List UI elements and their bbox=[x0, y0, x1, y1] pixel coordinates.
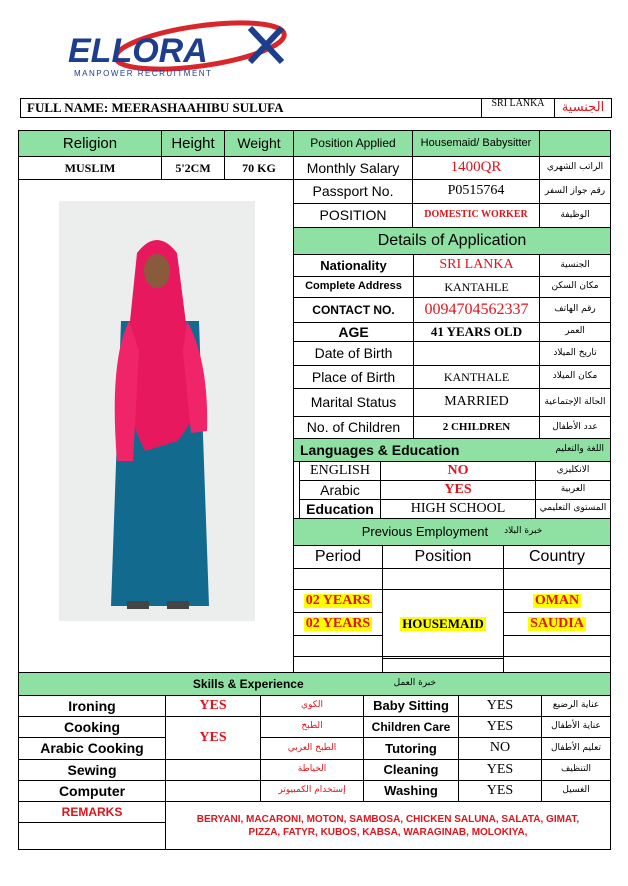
candidate-figure-icon bbox=[59, 201, 255, 621]
detail-ar-pob: مكان الميلاد bbox=[539, 365, 611, 389]
lang-ar-arabic: العربية bbox=[535, 480, 611, 500]
detail-label-address: Complete Address bbox=[293, 276, 414, 298]
passport-ar: رقم جواز السفر bbox=[539, 179, 611, 204]
skill-ar-tutoring: تعليم الأطفال bbox=[541, 737, 611, 760]
skill-value-children-care: YES bbox=[458, 716, 542, 738]
skill-ar-ironing: الكوي bbox=[260, 695, 364, 717]
ellora-logo bbox=[60, 18, 300, 88]
religion-value: MUSLIM bbox=[18, 156, 162, 180]
detail-value-children: 2 CHILDREN bbox=[413, 416, 540, 439]
detail-ar-dob: تاريخ الميلاد bbox=[539, 341, 611, 366]
lang-value-education: HIGH SCHOOL bbox=[380, 499, 536, 519]
prev-period-cell bbox=[293, 612, 383, 636]
skill-value-cooking: YES bbox=[165, 716, 261, 760]
position-applied-label: Position Applied bbox=[293, 130, 413, 157]
detail-ar-contact: رقم الهاتف bbox=[539, 297, 611, 323]
skill-ar-computer: إستخدام الكمبيوتر bbox=[260, 780, 364, 802]
skills-title-bar bbox=[18, 672, 611, 696]
salary-value: 1400QR bbox=[412, 156, 540, 180]
prev-header-period: Period bbox=[293, 545, 383, 569]
detail-ar-address: مكان السكن bbox=[539, 276, 611, 298]
skill-label-washing: Washing bbox=[363, 780, 459, 802]
prev-country-1: OMAN bbox=[534, 592, 580, 608]
lang-value-arabic: YES bbox=[380, 480, 536, 500]
skill-value-baby-sitting: YES bbox=[458, 695, 542, 717]
skills-title-ar: خبرة العمل bbox=[393, 678, 437, 689]
skill-label-children-care: Children Care bbox=[363, 716, 459, 738]
prev-employment-title: Previous Employment bbox=[361, 524, 489, 540]
detail-label-pob: Place of Birth bbox=[293, 365, 414, 389]
prev-employment-title-bar bbox=[293, 518, 611, 546]
photo-frame bbox=[18, 179, 294, 673]
prev-position-cell bbox=[382, 589, 504, 659]
skill-label-cleaning: Cleaning bbox=[363, 759, 459, 781]
passport-value: P0515764 bbox=[412, 179, 540, 204]
skill-ar-sewing: الخياطة bbox=[260, 759, 364, 781]
country-header: SRI LANKA bbox=[481, 98, 555, 118]
skill-label-arabic-cooking: Arabic Cooking bbox=[18, 737, 166, 760]
skill-value-ironing: YES bbox=[165, 695, 261, 717]
skill-ar-arabic-cooking: الطبخ العربي bbox=[260, 737, 364, 760]
prev-empty-cell bbox=[503, 635, 611, 657]
detail-label-children: No. of Children bbox=[293, 416, 414, 439]
skill-ar-washing: الغسيل bbox=[541, 780, 611, 802]
prev-employment-title-ar: خبرة البلاد bbox=[504, 526, 543, 537]
detail-label-nationality: Nationality bbox=[293, 254, 414, 277]
languages-title-ar: اللغة والتعليم bbox=[555, 444, 604, 455]
detail-ar-age: العمر bbox=[539, 322, 611, 342]
skill-label-baby-sitting: Baby Sitting bbox=[363, 695, 459, 717]
skill-value-cleaning: YES bbox=[458, 759, 542, 781]
prev-header-position: Position bbox=[382, 545, 504, 569]
detail-ar-children: عدد الأطفال bbox=[539, 416, 611, 439]
skill-ar-cooking: الطبخ bbox=[260, 716, 364, 738]
skill-label-ironing: Ironing bbox=[18, 695, 166, 717]
prev-period-1: 02 YEARS bbox=[305, 592, 371, 608]
prev-period-2: 02 YEARS bbox=[305, 615, 371, 631]
detail-value-age: 41 YEARS OLD bbox=[413, 322, 540, 342]
weight-value: 70 KG bbox=[224, 156, 294, 180]
logo-swoosh-icon bbox=[60, 18, 300, 88]
prev-header-country: Country bbox=[503, 545, 611, 569]
blank-green-cell bbox=[539, 130, 611, 157]
skill-value-tutoring: NO bbox=[458, 737, 542, 760]
prev-empty-cell bbox=[293, 568, 383, 590]
remarks-label: REMARKS bbox=[18, 801, 166, 823]
lang-value-english: NO bbox=[380, 461, 536, 481]
detail-value-pob: KANTHALE bbox=[413, 365, 540, 389]
candidate-photo bbox=[59, 201, 255, 621]
weight-label: Weight bbox=[224, 130, 294, 157]
nationality-ar: الجنسية bbox=[554, 98, 612, 118]
details-title: Details of Application bbox=[293, 227, 611, 255]
skill-label-cooking: Cooking bbox=[18, 716, 166, 738]
position-ar: الوظيفة bbox=[539, 203, 611, 228]
remarks-value: BERYANI, MACARONI, MOTON, SAMBOSA, CHICKEN SALUNA, SALATA, GIMAT, PIZZA, FATYR, KUBOS, KABSA, WARAGINAB, MOLOKIYA, bbox=[165, 801, 611, 850]
logo-brand: ELLORA bbox=[68, 32, 208, 70]
prev-period-cell bbox=[293, 589, 383, 613]
full-name: FULL NAME: MEERASHAAHIBU SULUFA bbox=[20, 98, 482, 118]
detail-value-address: KANTAHLE bbox=[413, 276, 540, 298]
skill-label-sewing: Sewing bbox=[18, 759, 166, 781]
prev-empty-cell bbox=[503, 656, 611, 673]
skill-value-empty bbox=[165, 780, 261, 802]
salary-label: Monthly Salary bbox=[293, 156, 413, 180]
prev-empty-cell bbox=[503, 568, 611, 590]
skill-value-washing: YES bbox=[458, 780, 542, 802]
prev-country-2: SAUDIA bbox=[530, 615, 584, 631]
skill-ar-baby-sitting: عناية الرضيع bbox=[541, 695, 611, 717]
skill-label-tutoring: Tutoring bbox=[363, 737, 459, 760]
detail-label-age: AGE bbox=[293, 322, 414, 342]
detail-label-contact: CONTACT NO. bbox=[293, 297, 414, 323]
lang-label-english: ENGLISH bbox=[299, 461, 381, 481]
skills-title: Skills & Experience bbox=[192, 676, 304, 691]
salary-ar: الراتب الشهري bbox=[539, 156, 611, 180]
prev-empty-cell bbox=[382, 656, 504, 673]
lang-label-education: Education bbox=[299, 499, 381, 519]
detail-ar-marital: الحالة الإجتماعية bbox=[539, 388, 611, 417]
detail-label-marital: Marital Status bbox=[293, 388, 414, 417]
detail-value-contact: 0094704562337 bbox=[413, 297, 540, 323]
position-value: DOMESTIC WORKER bbox=[412, 203, 540, 228]
lang-label-arabic: Arabic bbox=[299, 480, 381, 500]
lang-ar-education: المستوى التعليمي bbox=[535, 499, 611, 519]
passport-label: Passport No. bbox=[293, 179, 413, 204]
skill-ar-cleaning: التنظيف bbox=[541, 759, 611, 781]
skill-ar-children-care: عناية الأطفال bbox=[541, 716, 611, 738]
languages-title: Languages & Education bbox=[300, 441, 460, 458]
detail-value-dob bbox=[413, 341, 540, 366]
logo-tagline: MANPOWER RECRUITMENT bbox=[74, 69, 213, 78]
height-value: 5'2CM bbox=[161, 156, 225, 180]
remarks-label-spacer bbox=[18, 822, 166, 850]
height-label: Height bbox=[161, 130, 225, 157]
skill-label-computer: Computer bbox=[18, 780, 166, 802]
languages-title-bar bbox=[293, 438, 611, 462]
position-applied-value: Housemaid/ Babysitter bbox=[412, 130, 540, 157]
prev-position-value: HOUSEMAID bbox=[402, 616, 484, 632]
detail-value-nationality: SRI LANKA bbox=[413, 254, 540, 277]
religion-label: Religion bbox=[18, 130, 162, 157]
prev-empty-cell bbox=[382, 568, 504, 590]
detail-value-marital: MARRIED bbox=[413, 388, 540, 417]
detail-ar-nationality: الجنسية bbox=[539, 254, 611, 277]
detail-label-dob: Date of Birth bbox=[293, 341, 414, 366]
skill-value-empty bbox=[165, 759, 261, 781]
lang-ar-english: الانكليزي bbox=[535, 461, 611, 481]
position-label: POSITION bbox=[293, 203, 413, 228]
prev-country-cell bbox=[503, 589, 611, 613]
prev-country-cell bbox=[503, 612, 611, 636]
prev-empty-cell bbox=[293, 656, 383, 673]
prev-empty-cell bbox=[293, 635, 383, 657]
